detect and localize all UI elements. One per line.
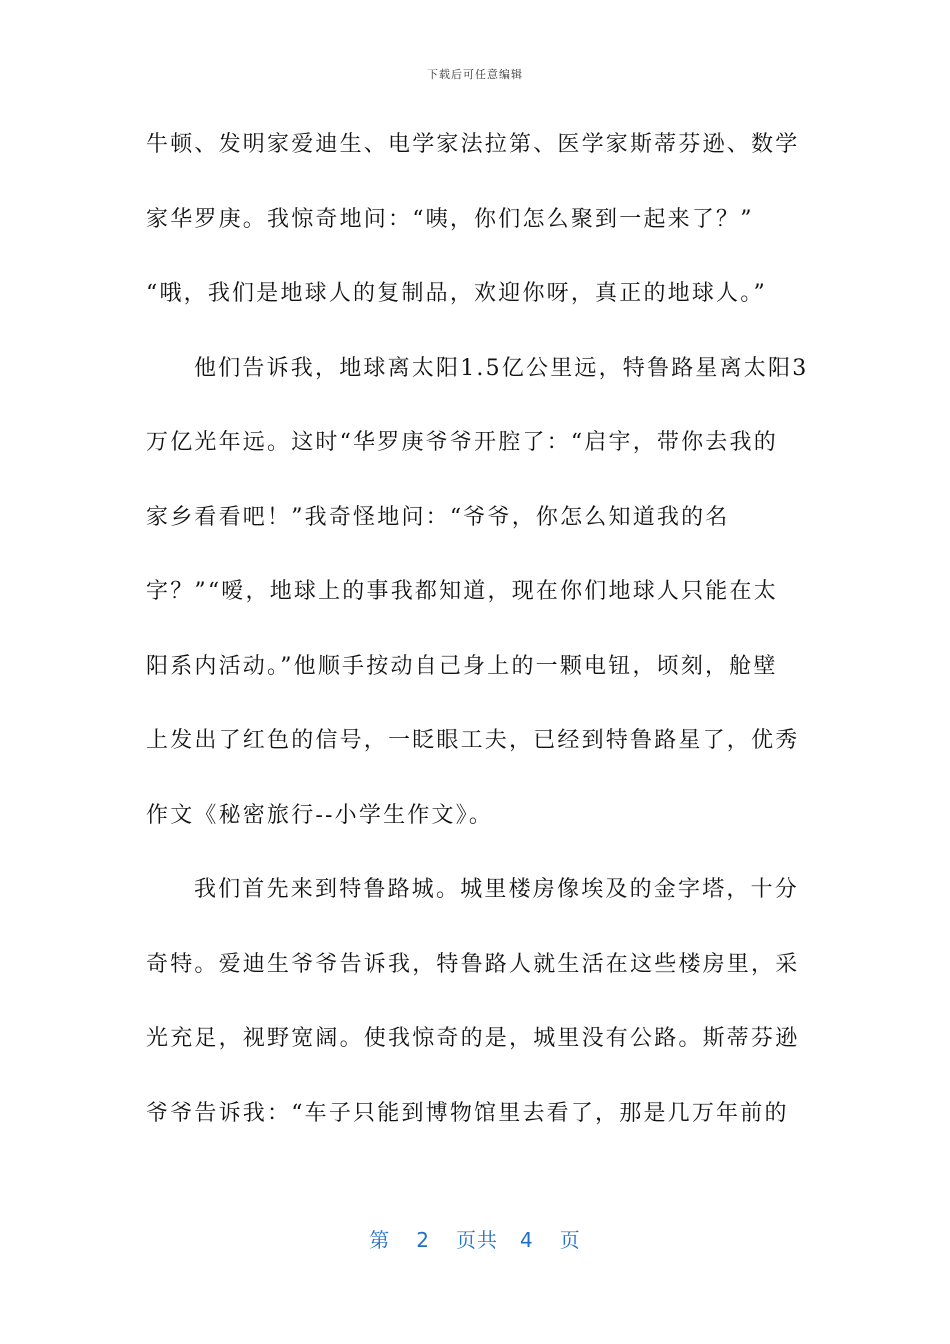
text-line: 万亿光年远。这时“华罗庚爷爷开腔了：“启宇，带你去我的	[146, 430, 778, 455]
text-line: 上发出了红色的信号，一眨眼工夫，已经到特鲁路星了，优秀	[146, 728, 800, 753]
total-pages-number: 4	[520, 1228, 534, 1252]
current-page-number: 2	[416, 1228, 430, 1252]
text-line: 家华罗庚。我惊奇地问：“咦，你们怎么聚到一起来了？”	[146, 206, 754, 232]
text-line: 字？”“嗳，地球上的事我都知道，现在你们地球人只能在太	[146, 579, 778, 604]
text-line: 奇特。爱迪生爷爷告诉我，特鲁路人就生活在这些楼房里，采	[146, 951, 800, 977]
page-footer	[0, 1224, 950, 1253]
text-line: 爷爷告诉我：“车子只能到博物馆里去看了，那是几万年前的	[146, 1100, 789, 1126]
footer-middle: 页共	[456, 1228, 498, 1252]
footer-prefix: 第	[369, 1228, 391, 1252]
text-line: “哦，我们是地球人的复制品，欢迎你呀，真正的地球人。”	[146, 281, 767, 306]
text-line: 牛顿、发明家爱迪生、电学家法拉第、医学家斯蒂芬逊、数学	[146, 132, 800, 157]
footer-suffix: 页	[559, 1228, 581, 1252]
text-line: 家乡看看吧！”我奇怪地问：“爷爷，你怎么知道我的名	[146, 504, 730, 530]
text-line: 阳系内活动。”他顺手按动自己身上的一颗电钮，顷刻，舱壁	[146, 653, 778, 679]
document-body	[146, 113, 809, 1156]
text-line: 光充足，视野宽阔。使我惊奇的是，城里没有公路。斯蒂芬逊	[146, 1026, 800, 1051]
page-header: 下载后可任意编辑	[427, 68, 523, 81]
paragraph-start-line: 他们告诉我，地球离太阳1.5亿公里远，特鲁路星离太阳3	[194, 355, 809, 381]
text-line: 作文《秘密旅行--小学生作文》。	[146, 802, 494, 828]
paragraph-start-line: 我们首先来到特鲁路城。城里楼房像埃及的金字塔，十分	[194, 877, 800, 902]
